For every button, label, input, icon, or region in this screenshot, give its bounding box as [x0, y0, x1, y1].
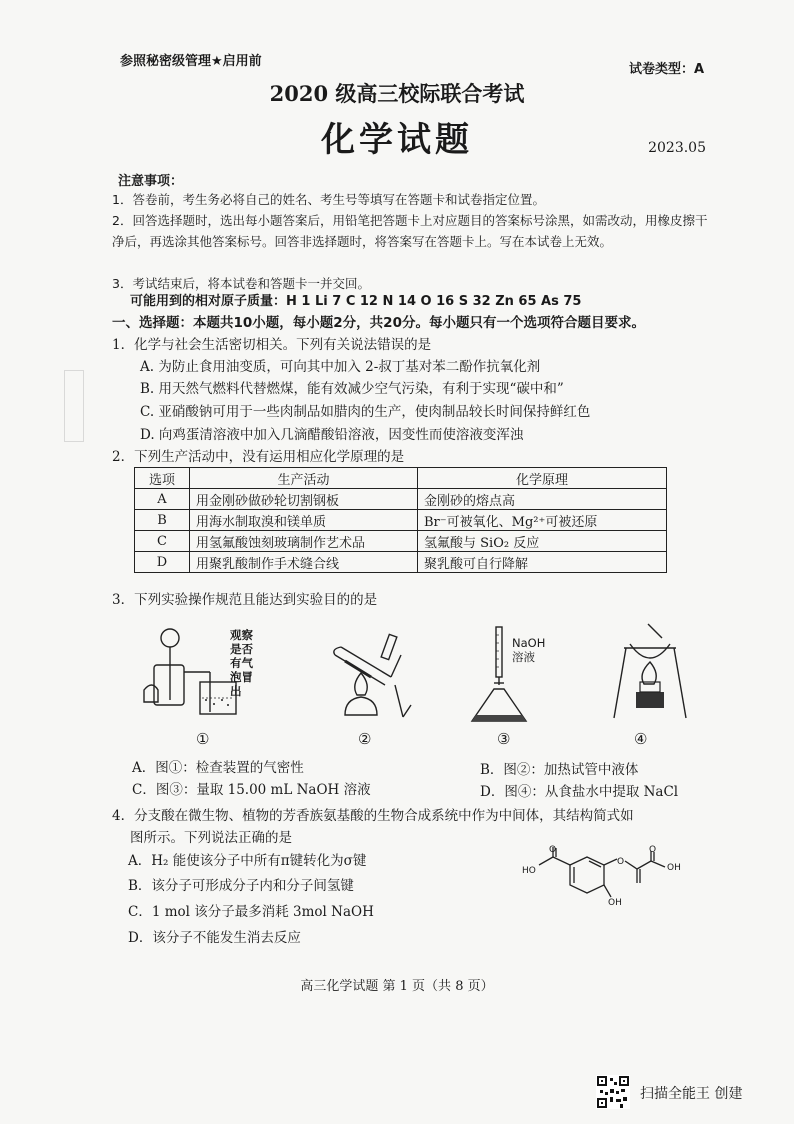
fig4-evaporation-illustration	[610, 622, 690, 722]
exam-date: 2023.05	[648, 140, 706, 156]
cell-principle: 金刚砂的熔点高	[418, 489, 667, 510]
cell-principle: 氢氟酸与 SiO₂ 反应	[418, 531, 667, 552]
scanner-watermark: 扫描全能王 创建	[640, 1086, 743, 1102]
cell-principle: Br⁻可被氧化、Mg²⁺可被还原	[418, 510, 667, 531]
fig3-number: ③	[497, 730, 511, 748]
struct-label-carbonyl-o: O	[649, 845, 657, 855]
fig1-label-line: 出	[230, 684, 242, 698]
subject-title: 化学试题	[321, 120, 473, 160]
q2-stem: 2．下列生产活动中，没有运用相应化学原理的是	[112, 449, 405, 465]
atomic-masses: 可能用到的相对原子质量：H 1 Li 7 C 12 N 14 O 16 S 32 Zn 65 As 75	[130, 294, 582, 309]
q4-stem-line2: 图所示。下列说法正确的是	[130, 830, 292, 846]
cell-principle: 聚乳酸可自行降解	[418, 552, 667, 573]
col-principle: 化学原理	[418, 468, 667, 489]
q3-option-b: B．图②：加热试管中液体	[480, 762, 639, 778]
fig1-label-line: 是否	[230, 642, 253, 656]
fig2-number: ②	[358, 730, 372, 748]
paper-type: 试卷类型：A	[628, 62, 704, 77]
table-row	[135, 489, 667, 510]
cell-activity: 用聚乳酸制作手术缝合线	[190, 552, 418, 573]
cell-option: D	[135, 552, 190, 573]
note-item-2: 2．回答选择题时，选出每小题答案后，用铅笔把答题卡上对应题目的答案标号涂黑，如需改动，用橡皮擦干净后，再选涂其他答案标号。回答非选择题时，将答案写在答题卡上。写在本试卷上无效。	[112, 213, 708, 249]
fig3-label-line: 溶液	[512, 650, 535, 664]
col-option: 选项	[135, 468, 190, 489]
exam-title: 2020 级高三校际联合考试	[269, 81, 525, 106]
note-item-3: 3．考试结束后，将本试卷和答题卡一并交回。	[112, 276, 370, 291]
confidentiality-label: 参照秘密级管理★启用前	[120, 54, 262, 69]
table-header-row	[135, 468, 667, 489]
fig4-number: ④	[634, 730, 648, 748]
section-heading: 一、选择题：本题共10小题，每小题2分，共20分。每小题只有一个选项符合题目要求。	[112, 315, 645, 331]
cell-option: B	[135, 510, 190, 531]
notes-heading: 注意事项：	[118, 174, 184, 189]
q3-option-c: C．图③：量取 15.00 mL NaOH 溶液	[132, 782, 371, 798]
margin-mark	[64, 370, 84, 442]
cell-option: A	[135, 489, 190, 510]
table-row	[135, 552, 667, 573]
cell-activity: 用氢氟酸蚀刻玻璃制作艺术品	[190, 531, 418, 552]
q4-option-d: D．该分子不能发生消去反应	[128, 930, 301, 946]
fig3-label-line: NaOH	[512, 636, 546, 650]
q4-option-b: B．该分子可形成分子内和分子间氢键	[128, 878, 354, 894]
q3-option-d: D．图④：从食盐水中提取 NaCl	[480, 784, 679, 800]
fig3-label	[512, 636, 545, 664]
struct-label-ether-o: O	[617, 857, 625, 867]
col-activity: 生产活动	[190, 468, 418, 489]
fig2-heating-illustration	[325, 625, 415, 720]
struct-label-oh: OH	[667, 863, 681, 873]
table-row	[135, 510, 667, 531]
note-item-1: 1．答卷前，考生务必将自己的姓名、考生号等填写在答题卡和试卷指定位置。	[112, 192, 545, 207]
fig1-label	[230, 628, 253, 698]
q4-option-a: A．H₂ 能使该分子中所有π键转化为σ键	[128, 853, 367, 869]
cell-activity: 用海水制取溴和镁单质	[190, 510, 418, 531]
cell-option: C	[135, 531, 190, 552]
fig1-label-line: 观察	[230, 628, 253, 642]
q4-option-c: C．1 mol 该分子最多消耗 3mol NaOH	[128, 904, 374, 920]
q1-option-a: A. 为防止食用油变质，可向其中加入 2-叔丁基对苯二酚作抗氧化剂	[140, 359, 541, 375]
q1-option-d: D. 向鸡蛋清溶液中加入几滴醋酸铅溶液，因变性而使溶液变浑浊	[140, 427, 524, 443]
q1-option-b: B. 用天然气燃料代替燃煤，能有效减少空气污染，有利于实现“碳中和”	[140, 381, 564, 397]
struct-label-ho: HO	[522, 866, 536, 876]
fig1-label-line: 有气	[230, 656, 253, 670]
q3-option-a: A．图①：检查装置的气密性	[132, 760, 304, 776]
page-footer: 高三化学试题 第 1 页（共 8 页）	[300, 979, 494, 994]
struct-label-o: O	[549, 845, 557, 855]
fig1-label-line: 泡冒	[230, 670, 253, 684]
table-row	[135, 531, 667, 552]
q1-option-c: C. 亚硝酸钠可用于一些肉制品如腊肉的生产，使肉制品较长时间保持鲜红色	[140, 404, 591, 420]
q3-stem: 3．下列实验操作规范且能达到实验目的的是	[112, 592, 378, 608]
cell-activity: 用金刚砂做砂轮切割钢板	[190, 489, 418, 510]
q2-table	[134, 467, 667, 573]
struct-label-hydroxyl: OH	[608, 898, 622, 908]
fig1-number: ①	[196, 730, 210, 748]
q1-stem: 1．化学与社会生活密切相关。下列有关说法错误的是	[112, 337, 432, 353]
q4-stem-line1: 4．分支酸在微生物、植物的芳香族氨基酸的生物合成系统中作为中间体，其结构简式如	[112, 808, 634, 824]
qr-code-icon	[596, 1075, 630, 1109]
